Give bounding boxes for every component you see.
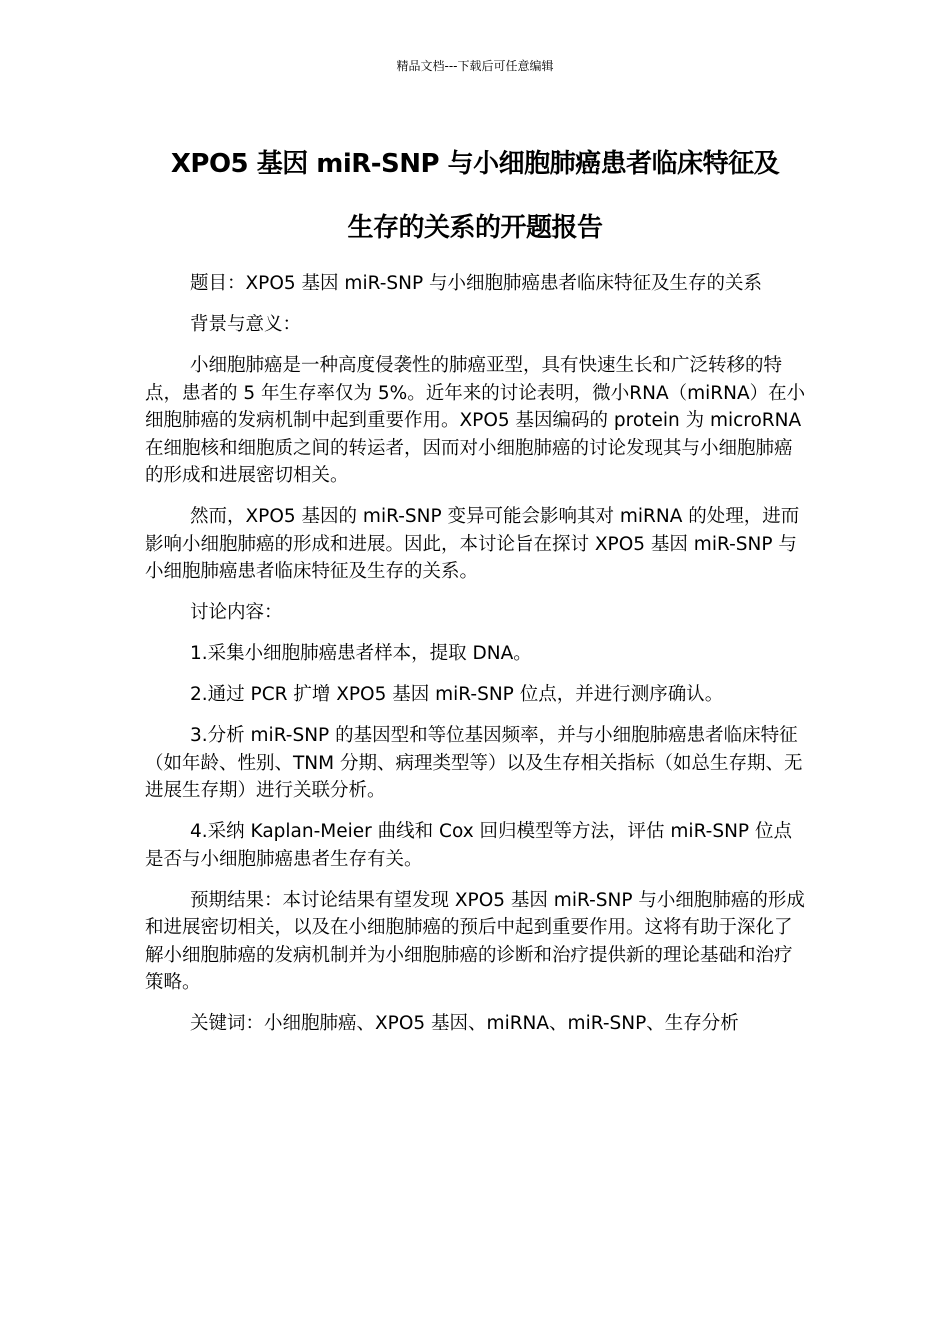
paragraph-content-item-1: 1.采集小细胞肺癌患者样本，提取 DNA。 <box>190 643 532 664</box>
title-line-2: 生存的关系的开题报告 <box>347 213 603 243</box>
paragraph-topic: 题目：XPO5 基因 miR-SNP 与小细胞肺癌患者临床特征及生存的关系 <box>190 273 762 294</box>
paragraph-content-heading: 讨论内容： <box>190 602 283 623</box>
header-note: 精品文档---下载后可任意编辑 <box>396 59 554 73</box>
paragraph-expected-results: 预期结果：本讨论结果有望发现 XPO5 基因 miR-SNP 与小细胞肺癌的形成和进展密切相关，以及在小细胞肺癌的预后中起到重要作用。这将有助于深化了解小细胞肺癌的发病机制并为小细胞肺癌的诊断和治疗提供新的理论基础和治疗策略。 <box>145 889 805 993</box>
document-body <box>145 270 807 1051</box>
paragraph-background-heading: 背景与意义： <box>190 314 302 335</box>
paragraph-content-item-2: 2.通过 PCR 扩增 XPO5 基因 miR-SNP 位点，并进行测序确认。 <box>190 684 724 705</box>
paragraph-background-2: 然而，XPO5 基因的 miR-SNP 变异可能会影响其对 miRNA 的处理，进而影响小细胞肺癌的形成和进展。因此，本讨论旨在探讨 XPO5 基因 miR-SNP 与小细胞肺癌患者临床特征及生存的关系。 <box>145 506 800 582</box>
paragraph-content-item-3: 3.分析 miR-SNP 的基因型和等位基因频率，并与小细胞肺癌患者临床特征（如年龄、性别、TNM 分期、病理类型等）以及生存相关指标（如总生存期、无进展生存期）进行关联分析。 <box>145 725 803 801</box>
paragraph-keywords: 关键词：小细胞肺癌、XPO5 基因、miRNA、miR-SNP、生存分析 <box>190 1013 739 1034</box>
title-line-1: XPO5 基因 miR-SNP 与小细胞肺癌患者临床特征及 <box>170 149 780 179</box>
paragraph-background-1: 小细胞肺癌是一种高度侵袭性的肺癌亚型，具有快速生长和广泛转移的特点，患者的 5 年生存率仅为 5%。近年来的讨论表明，微小RNA（miRNA）在小细胞肺癌的发病机制中起到重要作用。XPO5 基因编码的 protein 为 microRNA 在细胞核和细胞质之间的转运者，因而对小细胞肺癌的讨论发现其与小细胞肺癌的形成和进展密切相关。 <box>145 355 806 486</box>
paragraph-content-item-4: 4.采纳 Kaplan-Meier 曲线和 Cox 回归模型等方法，评估 miR-SNP 位点是否与小细胞肺癌患者生存有关。 <box>145 821 792 870</box>
document-title <box>120 132 830 260</box>
